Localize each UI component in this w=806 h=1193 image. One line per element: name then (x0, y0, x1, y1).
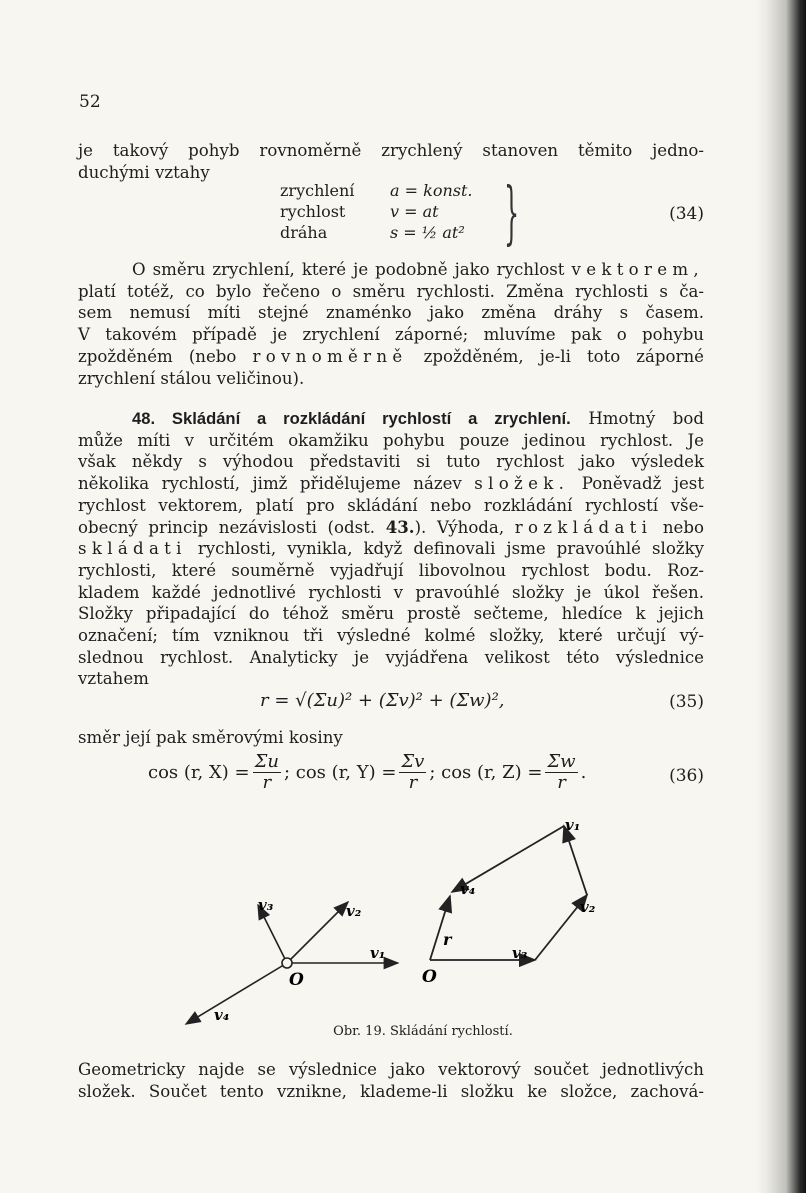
vector-v2-polygon (535, 895, 587, 960)
text-span: Poněvadž jest (581, 474, 704, 494)
text-line: duchými vztahy (78, 162, 210, 182)
figure-left-vectors (186, 902, 398, 1024)
label-v4: v₄ (214, 1006, 230, 1024)
text-line: označení; tím vzniknou tři výsledné kolmé složky, které určují vý- (78, 626, 704, 646)
numerator: Σu (254, 751, 279, 772)
equation-number: (36) (669, 766, 704, 786)
label-origin: O (289, 970, 304, 990)
label-origin-right: O (422, 967, 437, 987)
section-heading: 48. Skládání a rozkládání rychlostí a zrychlení. (132, 409, 571, 428)
text-span: zpožděném, je-li toto záporné (423, 346, 704, 366)
text-line (78, 473, 704, 495)
text-line: Složky připadající do téhož směru prostě sečteme, hledíce k jejich (78, 604, 704, 624)
paragraph-acceleration (78, 259, 704, 389)
text-span: rychlosti, vynikla, když definovali jsme pravoúhlé složky (197, 539, 705, 559)
vector-v4-polygon (452, 826, 564, 892)
text-line: složek. Součet tento vznikne, klademe-li složku ke složce, zachová- (78, 1081, 704, 1101)
equation-35: r = √(Σu)² + (Σv)² + (Σw)², (260, 690, 505, 711)
spaced-text: rovnoměrně (252, 346, 408, 366)
text-span: obecný princip nezávislosti (odst. (78, 517, 376, 537)
label-v2-right: v₂ (580, 898, 596, 916)
label-v1: v₁ (370, 944, 386, 962)
text-span: nebo (662, 517, 704, 537)
spaced-text: skládati (78, 539, 187, 559)
equation-36 (148, 752, 586, 793)
text-line (78, 538, 704, 560)
figure-right-polygon (430, 826, 587, 960)
spaced-text: rozkládati (514, 517, 653, 537)
equation-number: (35) (669, 692, 704, 712)
label-v2: v₂ (346, 902, 362, 920)
text-line: zrychlení stálou veličinou). (78, 368, 305, 388)
text-line (78, 408, 704, 430)
right-brace-icon: } (504, 174, 520, 253)
text-line: sem nemusí míti stejné znaménko jako změna dráhy s časem. (78, 303, 704, 323)
text-span: ). Výhoda, (414, 517, 505, 537)
text-line: je takový pohyb rovnoměrně zrychlený stanoven těmito jedno- (78, 141, 704, 160)
closing-paragraph (78, 1059, 704, 1102)
eq-formula: a = konst. (390, 181, 473, 200)
text-span: zpožděném (nebo (78, 346, 237, 366)
fraction (545, 752, 577, 793)
label-v1-top: v₁ (565, 816, 581, 834)
label-v3-right: v₃ (512, 944, 528, 962)
eq-text: cos (r, X) = (148, 762, 250, 783)
direction-text (78, 727, 704, 749)
text-line: vztahem (78, 669, 149, 689)
text-line (78, 346, 704, 368)
text-line (78, 259, 704, 281)
text-span: O směru zrychlení, které je podobně jako rychlost (132, 260, 565, 279)
text-span: několika rychlostí, jimž přidělujeme název (78, 474, 462, 494)
label-r: r (443, 930, 452, 949)
text-line: směr její pak směrovými kosiny (78, 728, 343, 747)
equation-number: (34) (669, 204, 704, 224)
vector-v3 (258, 905, 287, 963)
intro-paragraph (78, 140, 704, 183)
text-line: rychlosti, které souměrně vyjadřují libovolnou rychlost bodu. Roz- (78, 560, 704, 580)
text-line: V takovém případě je zrychlení záporné; mluvíme pak o pohybu (78, 325, 704, 345)
text-line: rychlost vektorem, platí pro skládání nebo rozkládání rychlostí vše- (78, 495, 704, 515)
text-span: Hmotný bod (588, 409, 705, 428)
eq-label: zrychlení (280, 181, 355, 200)
label-v3: v₃ (258, 896, 274, 914)
eq-label: rychlost (280, 202, 346, 221)
fraction (253, 752, 281, 793)
vector-v2 (287, 902, 348, 963)
denominator: r (408, 772, 418, 793)
text-line: platí totéž, co bylo řečeno o směru rychlosti. Změna rychlosti s ča- (78, 281, 704, 301)
vector-v4 (186, 963, 287, 1024)
label-v4-right: v₄ (460, 880, 476, 898)
denominator: r (557, 772, 566, 793)
origin-point (282, 958, 292, 968)
eq-label: dráha (280, 223, 328, 242)
text-line (78, 517, 704, 539)
caption-text: Skládání rychlostí. (390, 1024, 513, 1039)
fraction (399, 752, 426, 793)
vector-r-resultant (430, 896, 450, 960)
vector-v3-polygon (564, 826, 587, 895)
spaced-text: složek. (474, 474, 570, 494)
eq-text: ; cos (r, Z) = (429, 762, 543, 783)
numerator: Σw (547, 751, 576, 772)
denominator: r (262, 772, 272, 793)
figure-caption (0, 1024, 806, 1039)
section-48 (78, 408, 704, 690)
eq-formula: v = at (390, 202, 439, 221)
eq-text: ; cos (r, Y) = (283, 762, 397, 783)
spaced-text: vektorem, (571, 260, 704, 279)
caption-number: Obr. 19. (333, 1024, 386, 1039)
eq-text: . (580, 762, 587, 783)
text-line: může míti v určitém okamžiku pohybu pouze jedinou rychlost. Je (78, 430, 704, 450)
book-spine-shadow (756, 0, 806, 1193)
eq-formula: s = ½ at² (390, 223, 465, 242)
text-line: slednou rychlost. Analyticky je vyjádřena velikost této výslednice (78, 647, 704, 667)
numerator: Σv (401, 751, 425, 772)
text-line: kladem každé jednotlivé rychlosti v pravoúhlé složky je úkol řešen. (78, 582, 704, 602)
section-reference: 43. (385, 516, 415, 537)
page-number: 52 (79, 92, 101, 112)
text-line: však někdy s výhodou představiti si tuto rychlost jako výsledek (78, 452, 704, 472)
text-line: Geometricky najde se výslednice jako vektorový součet jednotlivých (78, 1060, 704, 1079)
equation-34 (280, 180, 472, 243)
